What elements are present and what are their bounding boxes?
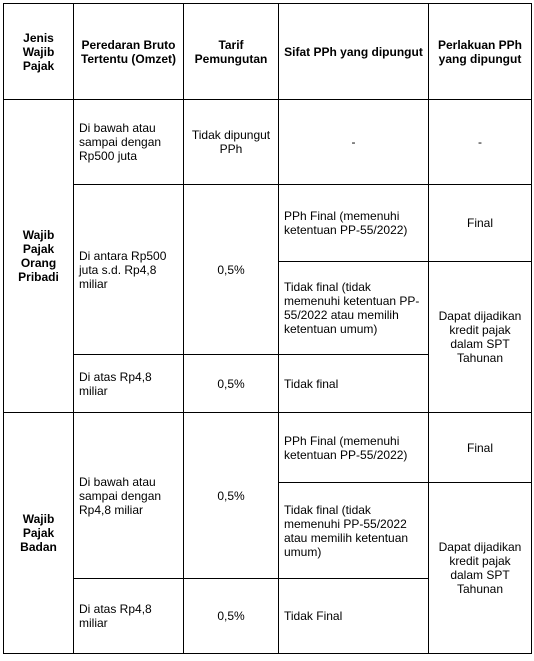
header-sifat-pph: Sifat PPh yang dipungut xyxy=(279,4,429,100)
omzet-cell: Di atas Rp4,8 miliar xyxy=(74,355,184,413)
perlakuan-cell: Dapat dijadikan kredit pajak dalam SPT Tahunan xyxy=(429,483,532,654)
sifat-cell: PPh Final (memenuhi ketentuan PP-55/2022) xyxy=(279,413,429,483)
tarif-cell: 0,5% xyxy=(184,185,279,355)
sifat-cell: Tidak final xyxy=(279,355,429,413)
table-row xyxy=(4,100,532,185)
sifat-cell: Tidak Final xyxy=(279,579,429,654)
perlakuan-cell: Dapat dijadikan kredit pajak dalam SPT Tahunan xyxy=(429,262,532,413)
table-row xyxy=(4,413,532,483)
omzet-cell: Di bawah atau sampai dengan Rp500 juta xyxy=(74,100,184,185)
wp-badan-label: Wajib Pajak Badan xyxy=(4,413,74,654)
tarif-cell: 0,5% xyxy=(184,355,279,413)
perlakuan-cell: Final xyxy=(429,185,532,262)
perlakuan-cell: - xyxy=(429,100,532,185)
table-row xyxy=(4,185,532,262)
header-jenis-wajib-pajak: Jenis Wajib Pajak xyxy=(4,4,74,100)
wp-orang-pribadi-label: Wajib Pajak Orang Pribadi xyxy=(4,100,74,413)
sifat-cell: Tidak final (tidak memenuhi PP-55/2022 atau memilih ketentuan umum) xyxy=(279,483,429,579)
header-tarif: Tarif Pemungutan xyxy=(184,4,279,100)
omzet-cell: Di bawah atau sampai dengan Rp4,8 miliar xyxy=(74,413,184,579)
header-perlakuan-pph: Perlakuan PPh yang dipungut xyxy=(429,4,532,100)
sifat-cell: - xyxy=(279,100,429,185)
tarif-cell: 0,5% xyxy=(184,579,279,654)
header-row xyxy=(4,4,532,100)
omzet-cell: Di atas Rp4,8 miliar xyxy=(74,579,184,654)
sifat-cell: Tidak final (tidak memenuhi ketentuan PP-55/2022 atau memilih ketentuan umum) xyxy=(279,262,429,355)
omzet-cell: Di antara Rp500 juta s.d. Rp4,8 miliar xyxy=(74,185,184,355)
header-peredaran-bruto: Peredaran Bruto Tertentu (Omzet) xyxy=(74,4,184,100)
tax-table xyxy=(3,3,532,654)
tarif-cell: 0,5% xyxy=(184,413,279,579)
perlakuan-cell: Final xyxy=(429,413,532,483)
sifat-cell: PPh Final (memenuhi ketentuan PP-55/2022) xyxy=(279,185,429,262)
tarif-cell: Tidak dipungut PPh xyxy=(184,100,279,185)
